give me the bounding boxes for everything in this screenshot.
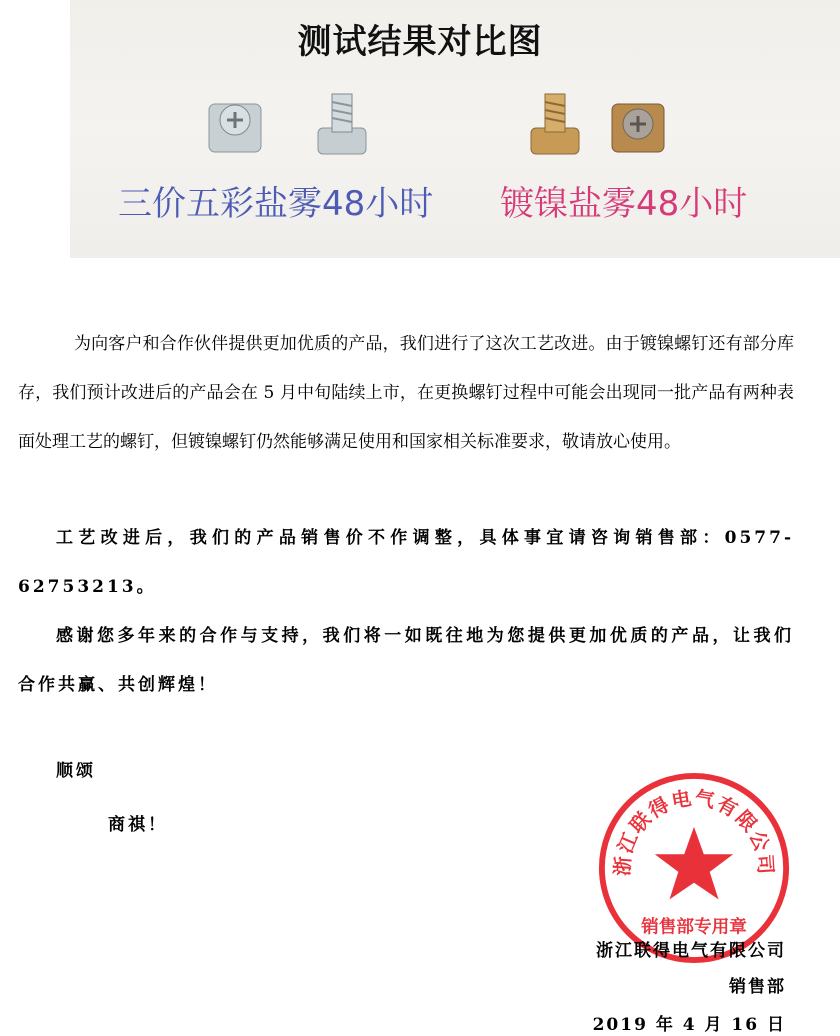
signature-date: 2019 年 4 月 16 日 bbox=[592, 1015, 786, 1035]
zinc-caption: 三价五彩盐雾48小时 bbox=[118, 184, 434, 224]
closing-greeting: 顺颂 bbox=[56, 761, 96, 781]
paragraph-improvement: 为向客户和合作伙伴提供更加优质的产品，我们进行了这次工艺改进。由于镀镍螺钉还有部分库存，我们预计改进后的产品会在 5 月中旬陆续上市，在更换螺钉过程中可能会出现同一批产品有两种表面处理工艺的螺钉，但镀镍螺钉仍然能够满足使用和国家相关标准要求，敬请放心使用。 bbox=[18, 334, 794, 452]
nickel-screw-image-2 bbox=[608, 88, 668, 158]
signature-company: 浙江联得电气有限公司 bbox=[596, 941, 786, 961]
nickel-caption: 镀镍盐雾48小时 bbox=[500, 184, 748, 224]
banner-title: 测试结果对比图 bbox=[297, 22, 543, 62]
signature-department: 销售部 bbox=[729, 977, 786, 997]
nickel-screw-image-1 bbox=[525, 88, 585, 158]
zinc-screw-image-2 bbox=[312, 88, 372, 158]
seal-star-icon bbox=[655, 827, 733, 900]
seal-ring-text: 浙江联得电气有限公司 bbox=[610, 786, 778, 877]
zinc-screw-image-1 bbox=[205, 88, 265, 158]
closing-wish: 商祺！ bbox=[108, 815, 168, 835]
paragraph-pricing: 工艺改进后，我们的产品销售价不作调整，具体事宜请咨询销售部：0577-62753213。 bbox=[18, 528, 794, 597]
seal-bottom-text: 销售部专用章 bbox=[641, 917, 747, 938]
paragraph-thanks: 感谢您多年来的合作与支持，我们将一如既往地为您提供更加优质的产品，让我们合作共赢、共创辉煌！ bbox=[18, 626, 794, 695]
